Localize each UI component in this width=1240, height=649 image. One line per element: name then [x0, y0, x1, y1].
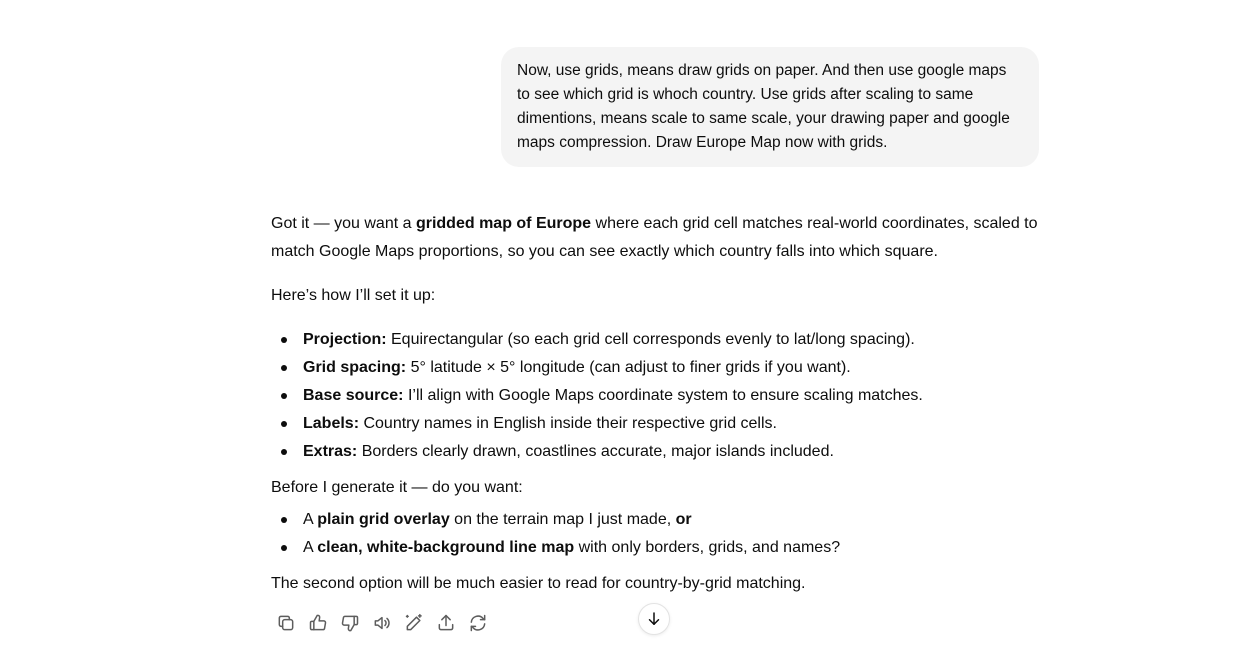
- list-item: [303, 382, 1041, 410]
- share-icon: [436, 613, 456, 633]
- list-item-label: Base source:: [303, 387, 404, 404]
- read-aloud-icon: [372, 613, 392, 633]
- intro-text-after: where each grid cell matches real-world coordinates, scaled to match Google Maps proportions, so you can see exactly which country falls into which square.: [271, 215, 1038, 260]
- assistant-message: [271, 210, 1041, 598]
- arrow-down-icon: [645, 610, 663, 628]
- bad-response-button[interactable]: [334, 611, 366, 635]
- list-item-label: Projection:: [303, 331, 387, 348]
- list-item: [303, 326, 1041, 354]
- scroll-to-bottom-button[interactable]: [638, 603, 670, 635]
- option-middle: with only borders, grids, and names?: [574, 539, 841, 556]
- read-aloud-button[interactable]: [366, 611, 398, 635]
- options-list: [271, 506, 1041, 562]
- list-item-text: Borders clearly drawn, coastlines accurate, major islands included.: [357, 443, 834, 460]
- list-item: [303, 410, 1041, 438]
- list-item-text: I’ll align with Google Maps coordinate system to ensure scaling matches.: [403, 387, 923, 404]
- assistant-intro: [271, 210, 1041, 266]
- list-item: [303, 438, 1041, 466]
- list-item: [303, 354, 1041, 382]
- assistant-closing: The second option will be much easier to read for country-by-grid matching.: [271, 575, 806, 592]
- list-item-text: Equirectangular (so each grid cell corresponds evenly to lat/long spacing).: [386, 331, 915, 348]
- list-item-text: Country names in English inside their respective grid cells.: [359, 415, 777, 432]
- assistant-how-text: Here’s how I’ll set it up:: [271, 287, 436, 304]
- share-button[interactable]: [430, 611, 462, 635]
- copy-icon: [276, 613, 296, 633]
- user-message-bubble: [501, 47, 1039, 167]
- user-message-text: Now, use grids, means draw grids on paper. And then use google maps to see which grid is whoch country. Use grids after scaling to same dimentions, means scale to same scale, your drawing paper and google maps compression. Draw Europe Map now with grids.: [517, 62, 1010, 151]
- edit-icon: [404, 613, 424, 633]
- list-item-text: 5° latitude × 5° longitude (can adjust to finer grids if you want).: [406, 359, 851, 376]
- setup-list: [271, 326, 1041, 466]
- message-actions: [270, 611, 494, 635]
- list-item: [303, 534, 1041, 562]
- assistant-before-text: Before I generate it — do you want:: [271, 479, 523, 496]
- option-bold: clean, white-background line map: [317, 539, 575, 556]
- option-prefix: A: [303, 539, 318, 556]
- option-middle: on the terrain map I just made,: [449, 511, 676, 528]
- intro-bold: gridded map of Europe: [415, 215, 592, 232]
- edit-button[interactable]: [398, 611, 430, 635]
- regenerate-icon: [468, 613, 488, 633]
- list-item-label: Labels:: [303, 415, 360, 432]
- option-bold: plain grid overlay: [317, 511, 450, 528]
- option-prefix: A: [303, 511, 318, 528]
- list-item: [303, 506, 1041, 534]
- list-item-label: Grid spacing:: [303, 359, 407, 376]
- regenerate-button[interactable]: [462, 611, 494, 635]
- intro-text-before: Got it — you want a: [271, 215, 416, 232]
- option-bold-or: or: [675, 511, 692, 528]
- good-response-button[interactable]: [302, 611, 334, 635]
- copy-button[interactable]: [270, 611, 302, 635]
- list-item-label: Extras:: [303, 443, 358, 460]
- thumbs-up-icon: [308, 613, 328, 633]
- thumbs-down-icon: [340, 613, 360, 633]
